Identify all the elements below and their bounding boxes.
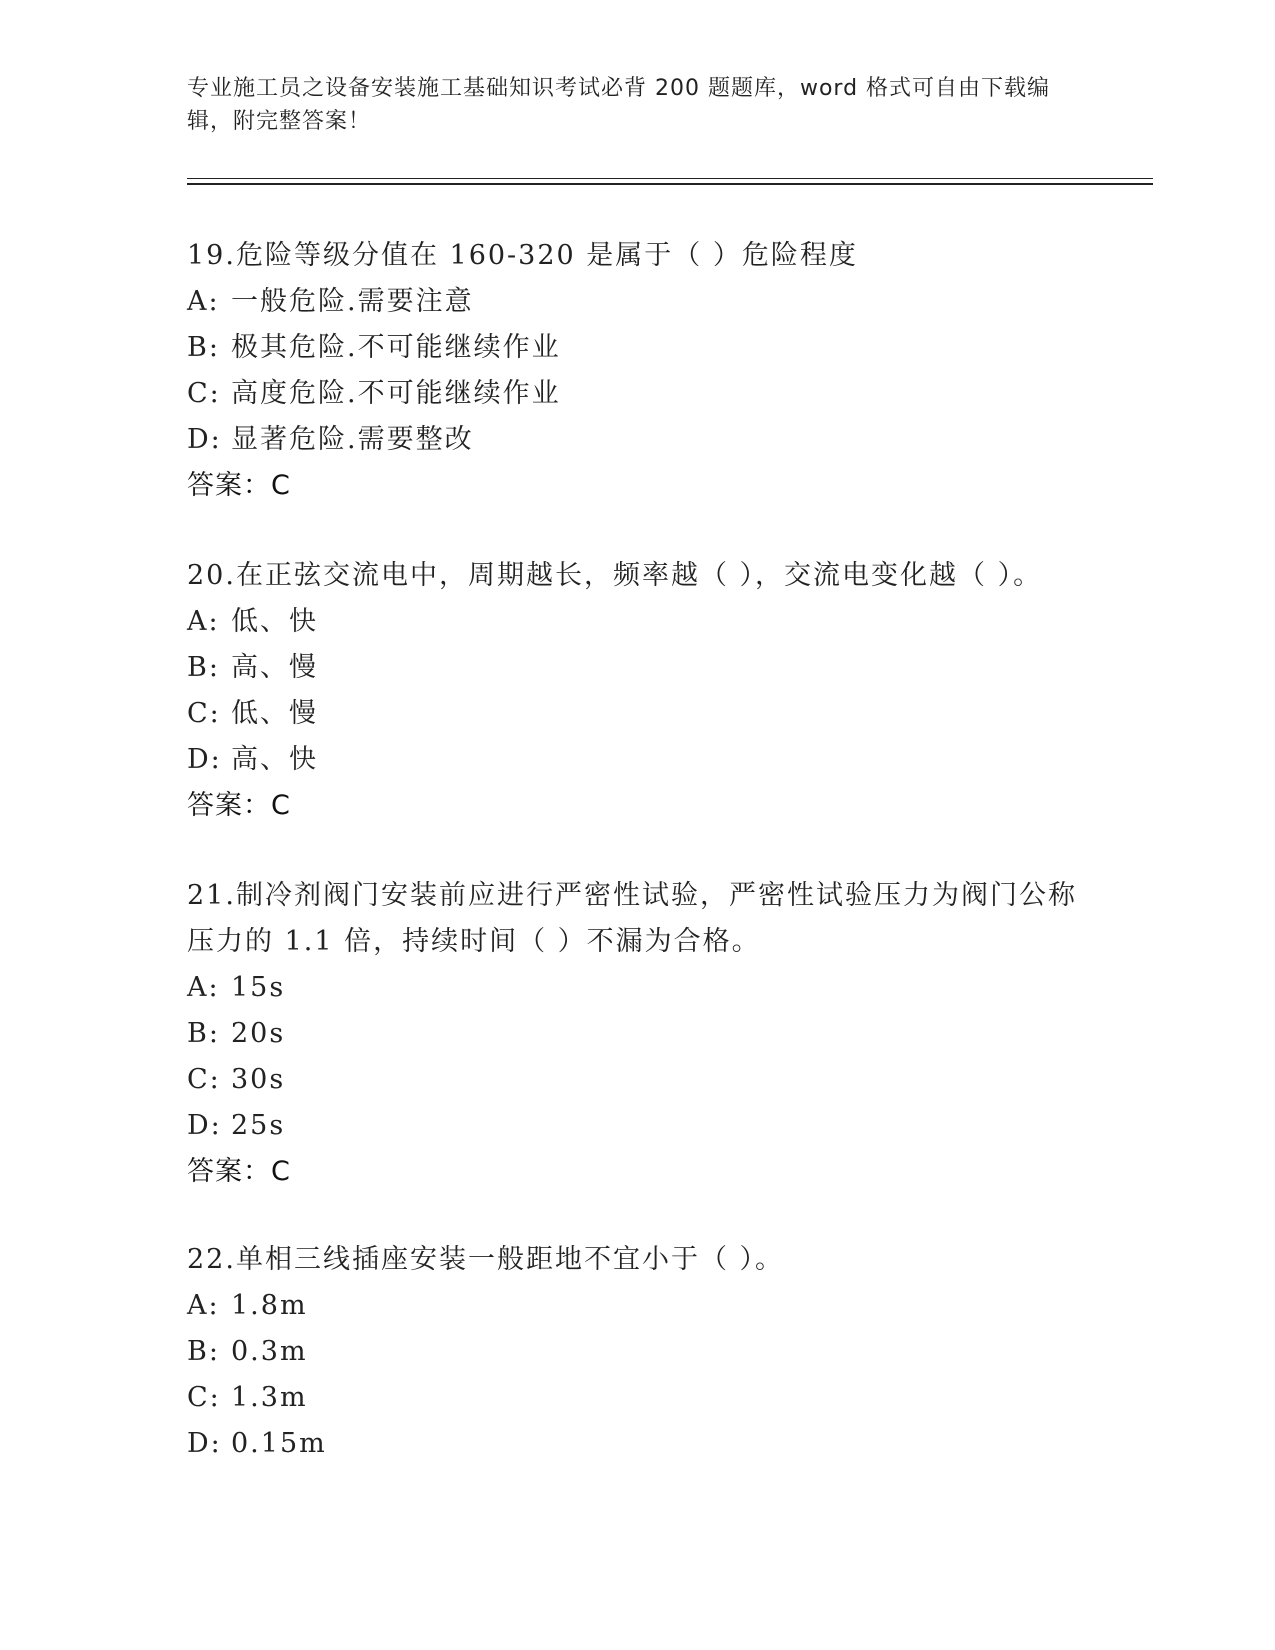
option-d <box>187 417 1087 463</box>
option-text: 1.3m <box>231 1382 308 1413</box>
option-text: 极其危险.不可能继续作业 <box>231 332 561 363</box>
option-key: B: <box>187 1336 220 1367</box>
question-stem: 19.危险等级分值在 160-320 是属于（ ）危险程度 <box>187 240 858 271</box>
option-key: D: <box>187 744 222 775</box>
option-d <box>187 1421 1087 1467</box>
option-key: D: <box>187 424 222 455</box>
option-key: B: <box>187 652 220 683</box>
option-b <box>187 1329 1087 1375</box>
option-a <box>187 279 1087 325</box>
option-text: 30s <box>231 1064 286 1095</box>
header-divider-thin <box>187 178 1153 179</box>
option-text: 显著危险.需要整改 <box>231 424 474 455</box>
question-stem: 20.在正弦交流电中，周期越长，频率越（ ），交流电变化越（ ）。 <box>187 560 1043 591</box>
option-text: 1.8m <box>231 1290 308 1321</box>
question-stem: 22.单相三线插座安装一般距地不宜小于（ ）。 <box>187 1244 785 1275</box>
option-key: A: <box>187 606 220 637</box>
answer-line: 答案：C <box>187 470 291 501</box>
option-c <box>187 1375 1087 1421</box>
answer-line: 答案：C <box>187 1156 291 1187</box>
question-21 <box>187 873 1087 1195</box>
option-key: C: <box>187 378 221 409</box>
option-text: 15s <box>231 972 286 1003</box>
option-b <box>187 325 1087 371</box>
question-19 <box>187 233 1087 509</box>
option-key: B: <box>187 1018 220 1049</box>
option-key: B: <box>187 332 220 363</box>
option-d <box>187 1103 1087 1149</box>
question-22 <box>187 1237 1087 1467</box>
option-d <box>187 737 1087 783</box>
option-a <box>187 965 1087 1011</box>
option-list <box>187 1283 1087 1467</box>
header-divider-thick <box>187 183 1153 185</box>
option-key: C: <box>187 1064 221 1095</box>
document-header: 专业施工员之设备安装施工基础知识考试必背 200 题题库，word 格式可自由下载编辑，附完整答案！ <box>187 76 1051 134</box>
option-b <box>187 1011 1087 1057</box>
question-20 <box>187 553 1087 829</box>
option-list <box>187 279 1087 463</box>
option-text: 低、快 <box>231 606 318 637</box>
option-key: C: <box>187 698 221 729</box>
option-key: D: <box>187 1428 222 1459</box>
option-text: 0.15m <box>231 1428 327 1459</box>
option-text: 一般危险.需要注意 <box>231 286 474 317</box>
option-key: C: <box>187 1382 221 1413</box>
option-a <box>187 599 1087 645</box>
option-key: A: <box>187 972 220 1003</box>
question-stem: 21.制冷剂阀门安装前应进行严密性试验，严密性试验压力为阀门公称压力的 1.1 倍，持续时间（ ）不漏为合格。 <box>187 880 1077 957</box>
option-text: 高度危险.不可能继续作业 <box>231 378 561 409</box>
option-text: 低、慢 <box>231 698 318 729</box>
option-text: 0.3m <box>231 1336 308 1367</box>
option-text: 20s <box>231 1018 286 1049</box>
option-list <box>187 599 1087 783</box>
option-key: D: <box>187 1110 222 1141</box>
answer-line: 答案：C <box>187 790 291 821</box>
option-c <box>187 1057 1087 1103</box>
option-list <box>187 965 1087 1149</box>
option-text: 高、快 <box>231 744 318 775</box>
option-text: 25s <box>231 1110 286 1141</box>
option-key: A: <box>187 1290 220 1321</box>
option-b <box>187 645 1087 691</box>
option-a <box>187 1283 1087 1329</box>
option-c <box>187 691 1087 737</box>
option-text: 高、慢 <box>231 652 318 683</box>
option-key: A: <box>187 286 220 317</box>
option-c <box>187 371 1087 417</box>
